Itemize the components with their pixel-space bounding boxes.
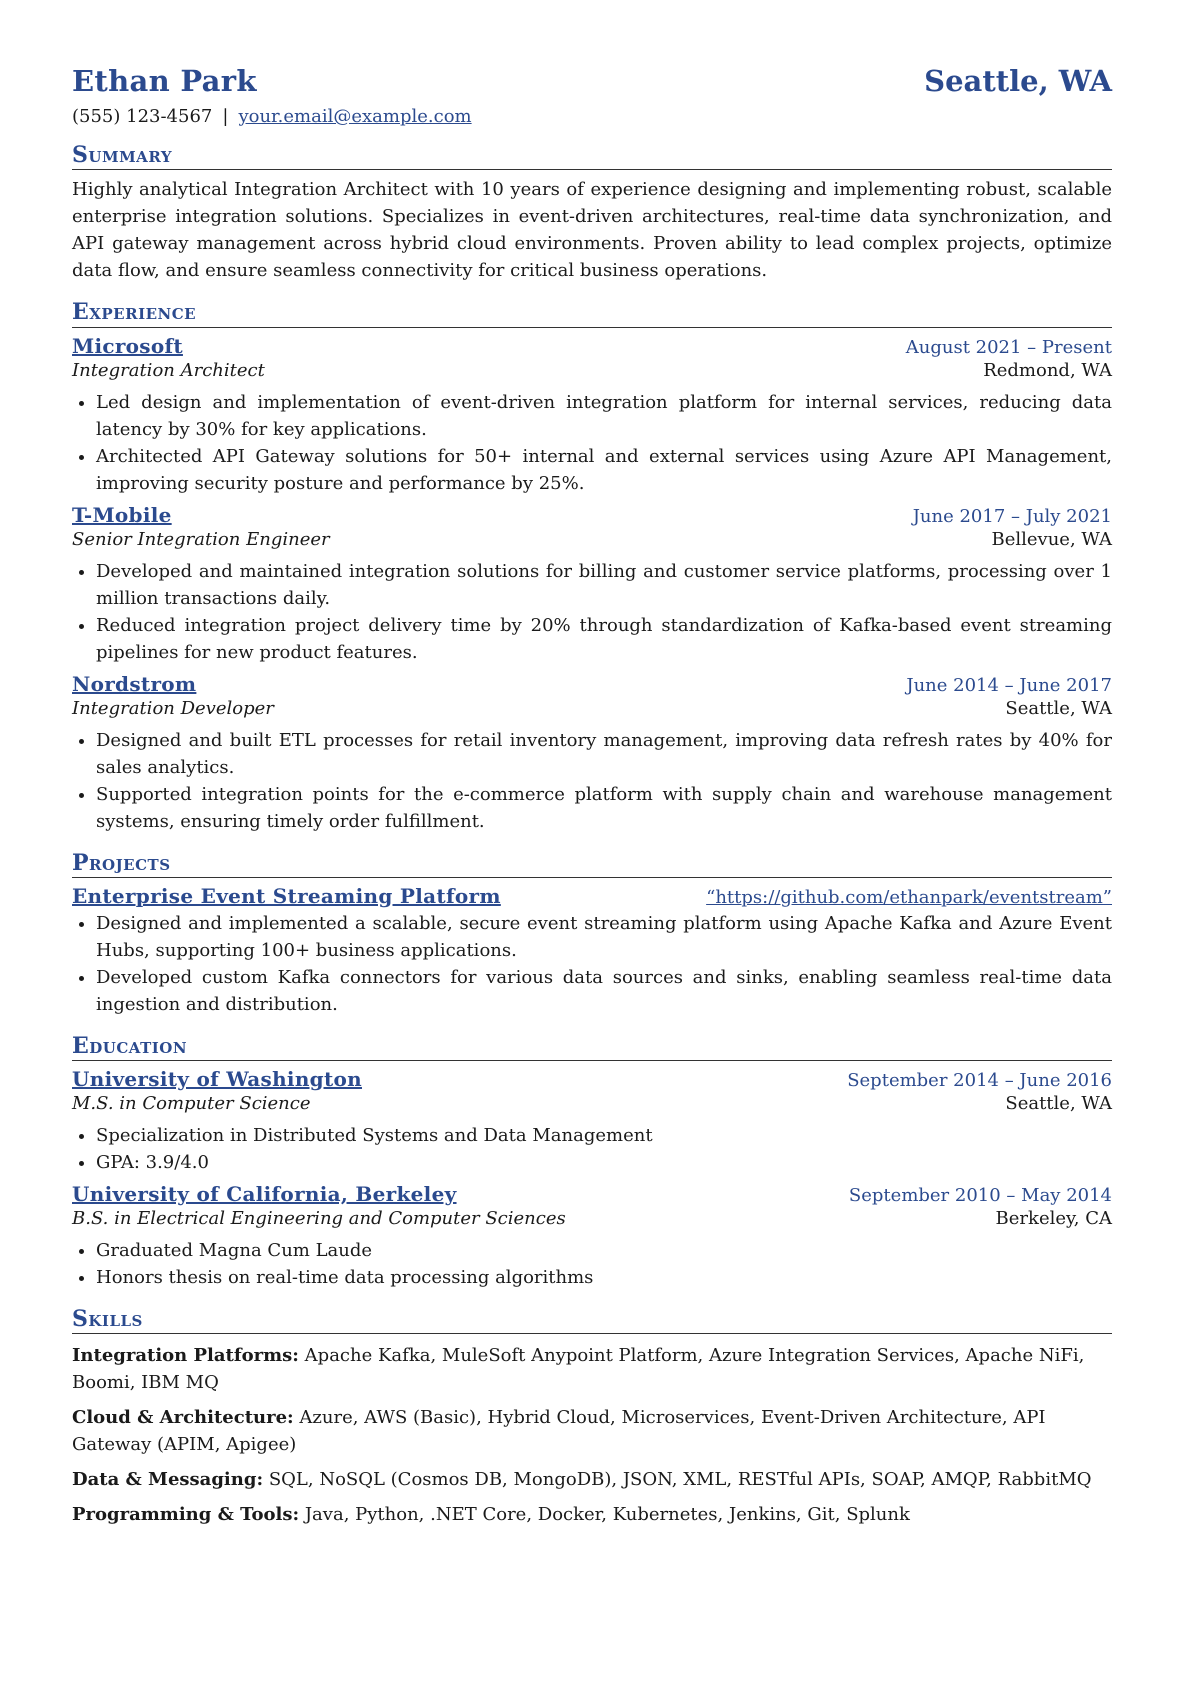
list-item: • Specialization in Distributed Systems and Data Management: [96, 1122, 1112, 1149]
resume-header: [72, 64, 1112, 98]
job-role: Senior Integration Engineer: [72, 528, 330, 550]
skills-value: Apache Kafka, MuleSoft Anypoint Platform, Azure Integration Services, Apache NiFi, Boomi, IBM MQ: [72, 1345, 1085, 1394]
project-name[interactable]: Enterprise Event Streaming Platform: [72, 883, 501, 908]
skills-label: Cloud & Architecture:: [72, 1407, 294, 1429]
skills-label: Data & Messaging:: [72, 1469, 264, 1491]
contact-separator: |: [222, 106, 229, 127]
job-bullets: [72, 558, 1112, 666]
job-bullets: [72, 389, 1112, 497]
company-name[interactable]: Nordstrom: [72, 671, 197, 696]
list-item: • Led design and implementation of event-driven integration platform for internal services, reducing data latency by 30% for key applications.: [96, 389, 1112, 443]
list-item: • Developed custom Kafka connectors for various data sources and sinks, enabling seamless real-time data ingestion and distribution.: [96, 964, 1112, 1018]
school-name[interactable]: University of California, Berkeley: [72, 1182, 457, 1207]
skills-line: [72, 1404, 1112, 1458]
job-location: Bellevue, WA: [991, 528, 1112, 550]
degree: M.S. in Computer Science: [72, 1093, 311, 1115]
project-bullets: [72, 910, 1112, 1018]
email-link[interactable]: your.email@example.com: [238, 106, 472, 127]
school-dates: September 2010 – May 2014: [848, 1185, 1112, 1207]
job-location: Redmond, WA: [983, 359, 1112, 381]
list-item: • Honors thesis on real-time data processing algorithms: [96, 1264, 1112, 1291]
job-role: Integration Architect: [72, 359, 265, 381]
company-name[interactable]: T-Mobile: [72, 502, 172, 527]
job-location: Seattle, WA: [1005, 697, 1112, 719]
section-title-projects: Projects: [72, 851, 1112, 878]
company-name[interactable]: Microsoft: [72, 333, 183, 358]
job-dates: August 2021 – Present: [905, 336, 1112, 358]
education-bullets: [72, 1122, 1112, 1176]
section-title-summary: Summary: [72, 143, 1112, 170]
skills-value: Java, Python, .NET Core, Docker, Kubernetes, Jenkins, Git, Splunk: [304, 1504, 910, 1526]
summary-text: Highly analytical Integration Architect with 10 years of experience designing and implementing robust, scalable enterprise integration solutions. Specializes in event-driven architectures, real-time data synchronization, and API gateway management across hybrid cloud environments. Proven ability to lead complex projects, optimize data flow, and ensure seamless connectivity for critical business operations.: [72, 179, 1112, 282]
skills-line: [72, 1501, 1112, 1528]
job-bullets: [72, 727, 1112, 835]
education-entry-uw: [72, 1067, 1112, 1176]
education-bullets: [72, 1237, 1112, 1291]
job-entry-nordstrom: [72, 672, 1112, 835]
list-item: • Designed and built ETL processes for retail inventory management, improving data refresh rates by 40% for sales analytics.: [96, 727, 1112, 781]
school-dates: September 2014 – June 2016: [847, 1070, 1112, 1092]
skills-label: Integration Platforms:: [72, 1345, 299, 1367]
candidate-name: Ethan Park: [72, 64, 257, 98]
section-title-skills: Skills: [72, 1307, 1112, 1334]
contact-line: [72, 106, 1112, 127]
skills-line: [72, 1342, 1112, 1396]
education-entry-berkeley: [72, 1182, 1112, 1291]
list-item: • Supported integration points for the e-commerce platform with supply chain and warehouse management systems, ensuring timely order fulfillment.: [96, 781, 1112, 835]
list-item: • GPA: 3.9/4.0: [96, 1149, 1112, 1176]
list-item: • Designed and implemented a scalable, secure event streaming platform using Apache Kafka and Azure Event Hubs, supporting 100+ business applications.: [96, 910, 1112, 964]
school-location: Berkeley, CA: [995, 1208, 1112, 1230]
project-entry: [72, 884, 1112, 1018]
job-entry-tmobile: [72, 503, 1112, 666]
school-name[interactable]: University of Washington: [72, 1067, 362, 1092]
job-dates: June 2017 – July 2021: [912, 505, 1112, 527]
list-item: • Reduced integration project delivery time by 20% through standardization of Kafka-based event streaming pipelines for new product features.: [96, 612, 1112, 666]
section-title-experience: Experience: [72, 300, 1112, 327]
skills-value: Azure, AWS (Basic), Hybrid Cloud, Microservices, Event-Driven Architecture, API Gateway (APIM, Apigee): [72, 1407, 1046, 1456]
candidate-location: Seattle, WA: [924, 64, 1112, 98]
job-dates: June 2014 – June 2017: [906, 674, 1112, 696]
list-item: • Developed and maintained integration solutions for billing and customer service platforms, processing over 1 million transactions daily.: [96, 558, 1112, 612]
list-item: • Architected API Gateway solutions for 50+ internal and external services using Azure API Management, improving security posture and performance by 25%.: [96, 443, 1112, 497]
skills-value: SQL, NoSQL (Cosmos DB, MongoDB), JSON, XML, RESTful APIs, SOAP, AMQP, RabbitMQ: [268, 1469, 1092, 1491]
skills-line: [72, 1466, 1112, 1493]
job-role: Integration Developer: [72, 697, 274, 719]
skills-label: Programming & Tools:: [72, 1504, 300, 1526]
list-item: • Graduated Magna Cum Laude: [96, 1237, 1112, 1264]
school-location: Seattle, WA: [1005, 1093, 1112, 1115]
project-link[interactable]: “https://github.com/ethanpark/eventstream”: [706, 886, 1112, 908]
degree: B.S. in Electrical Engineering and Computer Sciences: [72, 1208, 566, 1230]
section-title-education: Education: [72, 1034, 1112, 1061]
job-entry-microsoft: [72, 334, 1112, 497]
phone-number: (555) 123-4567: [72, 106, 213, 127]
